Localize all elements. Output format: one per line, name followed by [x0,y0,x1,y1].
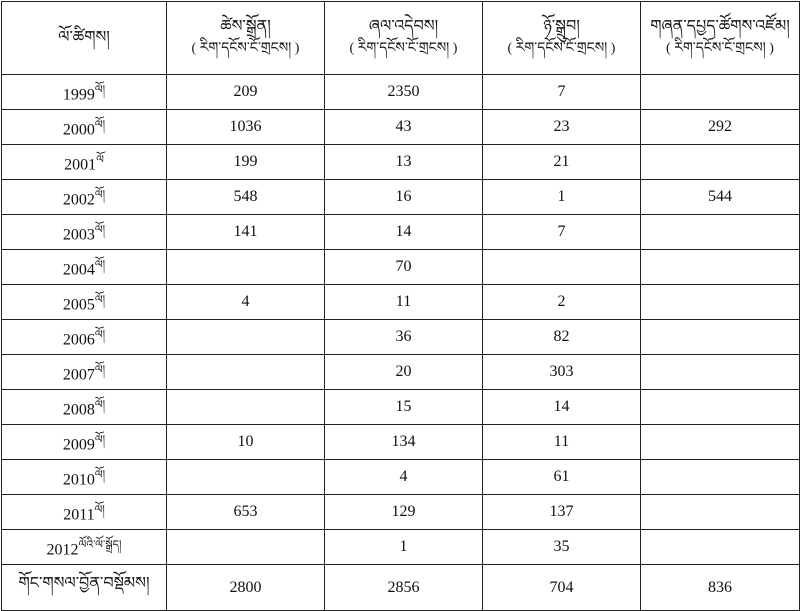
year-cell [2,495,167,530]
header-unit: ( རིག་དངོས་ངོ་གྲངས། ) [191,41,300,56]
year-suffix: ལོ [96,153,104,166]
value-cell-c4 [641,75,800,110]
data-table [1,1,800,611]
value-cell-c1: 199 [167,145,325,180]
value-cell-c3: 35 [483,530,641,565]
table-row [2,215,800,250]
value-cell-c4 [641,145,800,180]
value-cell-c4 [641,530,800,565]
total-row [2,565,800,611]
table-row [2,75,800,110]
value-cell-c3: 7 [483,75,641,110]
table-row [2,285,800,320]
table-row [2,110,800,145]
year-cell [2,320,167,355]
value-cell-c2: 16 [325,180,483,215]
value-cell-c2: 15 [325,390,483,425]
value-cell-c1 [167,355,325,390]
year-value: 2000 [62,120,95,138]
year-value: 2005 [62,295,95,313]
header-unit: ( རིག་དངོས་ངོ་གྲངས། ) [507,41,616,56]
value-cell-c1 [167,250,325,285]
header-cell-col4 [641,2,800,75]
value-cell-c1: 653 [167,495,325,530]
value-cell-c3: 82 [483,320,641,355]
year-suffix: ལོ། [94,188,106,201]
year-value: 2004 [62,260,95,278]
value-cell-c1: 141 [167,215,325,250]
year-suffix: ལོ། [94,83,106,96]
year-suffix: ལོ། [94,363,106,376]
year-suffix: ལོ། [94,503,105,516]
value-cell-c1 [167,390,325,425]
year-suffix: ལོ། [94,398,106,411]
value-cell-c1: 209 [167,75,325,110]
value-cell-c2: 36 [325,320,483,355]
year-suffix: ལོ། [94,433,106,446]
value-cell-c2: 70 [325,250,483,285]
total-value-c4: 836 [641,565,800,611]
year-suffix: ལོ། [94,258,106,271]
year-cell [2,390,167,425]
year-cell [2,355,167,390]
header-label: ཚེས་སྒྲོན། [220,18,271,35]
header-label: ཞལ་འདེབས། [368,18,439,35]
value-cell-c3: 21 [483,145,641,180]
value-cell-c3: 2 [483,285,641,320]
value-cell-c4 [641,460,800,495]
value-cell-c2: 134 [325,425,483,460]
value-cell-c4 [641,250,800,285]
table-row [2,425,800,460]
year-cell [2,75,167,110]
total-value-c3: 704 [483,565,641,611]
value-cell-c4: 292 [641,110,800,145]
value-cell-c2: 129 [325,495,483,530]
table-row [2,320,800,355]
value-cell-c3: 14 [483,390,641,425]
value-cell-c3: 303 [483,355,641,390]
value-cell-c3: 61 [483,460,641,495]
table-body [2,75,800,611]
year-suffix: ལོ། [94,328,106,341]
value-cell-c3: 1 [483,180,641,215]
year-value: 2008 [62,400,95,418]
total-value-c2: 2856 [325,565,483,611]
year-value: 2006 [62,330,95,348]
value-cell-c1 [167,460,325,495]
value-cell-c2: 4 [325,460,483,495]
total-label: གོང་གསལ་བྱོན་བསྡོམས། [2,565,167,611]
value-cell-c1: 10 [167,425,325,460]
table-row [2,180,800,215]
value-cell-c4 [641,390,800,425]
year-cell [2,110,167,145]
year-value: 2009 [62,435,95,453]
header-unit: ( རིག་དངོས་ངོ་གྲངས། ) [666,41,774,56]
value-cell-c4 [641,495,800,530]
value-cell-c2: 13 [325,145,483,180]
value-cell-c4 [641,215,800,250]
year-suffix: ལོ། [94,118,106,131]
year-value: 1999 [62,85,95,103]
total-value-c1: 2800 [167,565,325,611]
year-value: 2007 [62,365,95,383]
value-cell-c4: 544 [641,180,800,215]
value-cell-c2: 20 [325,355,483,390]
value-cell-c2: 1 [325,530,483,565]
year-suffix: ལོ། [94,293,106,306]
year-cell [2,460,167,495]
value-cell-c2: 11 [325,285,483,320]
header-cell-col2 [325,2,483,75]
value-cell-c1: 1036 [167,110,325,145]
value-cell-c1 [167,320,325,355]
year-cell [2,215,167,250]
year-suffix: ལོ། [94,223,106,236]
table-row [2,250,800,285]
year-cell [2,285,167,320]
value-cell-c4 [641,285,800,320]
value-cell-c3: 7 [483,215,641,250]
value-cell-c3: 23 [483,110,641,145]
year-suffix: ལོ། [94,468,106,481]
value-cell-c1: 548 [167,180,325,215]
year-value: 2001 [64,155,97,173]
header-cell-year [2,2,167,75]
value-cell-c2: 2350 [325,75,483,110]
value-cell-c3: 11 [483,425,641,460]
value-cell-c2: 43 [325,110,483,145]
value-cell-c4 [641,425,800,460]
year-value: 2011 [63,505,95,523]
header-cell-col1 [167,2,325,75]
table-row [2,530,800,565]
table-row [2,495,800,530]
year-cell [2,180,167,215]
year-cell [2,250,167,285]
year-cell [2,145,167,180]
table-row [2,355,800,390]
value-cell-c4 [641,355,800,390]
table-row [2,460,800,495]
header-cell-col3 [483,2,641,75]
year-value: 2003 [62,225,95,243]
year-cell [2,530,167,565]
year-cell [2,425,167,460]
value-cell-c1: 4 [167,285,325,320]
header-unit: ( རིག་དངོས་ངོ་གྲངས། ) [349,41,458,56]
table-row [2,390,800,425]
header-label: གཞན་དཔྱད་ཚོགས་འཛོམ། [650,18,790,35]
header-label: ལོ་ཚིགས། [58,29,110,46]
year-suffix: ལོའི་ལོ་སྒྲོད། [78,538,122,551]
value-cell-c4 [641,320,800,355]
year-value: 2010 [62,470,95,488]
header-row [2,2,800,75]
year-value: 2002 [62,190,95,208]
year-value: 2012 [46,540,79,558]
table-row [2,145,800,180]
value-cell-c3 [483,250,641,285]
value-cell-c1 [167,530,325,565]
value-cell-c3: 137 [483,495,641,530]
value-cell-c2: 14 [325,215,483,250]
header-label: ཉོ་སྒྲུབ། [543,18,580,35]
